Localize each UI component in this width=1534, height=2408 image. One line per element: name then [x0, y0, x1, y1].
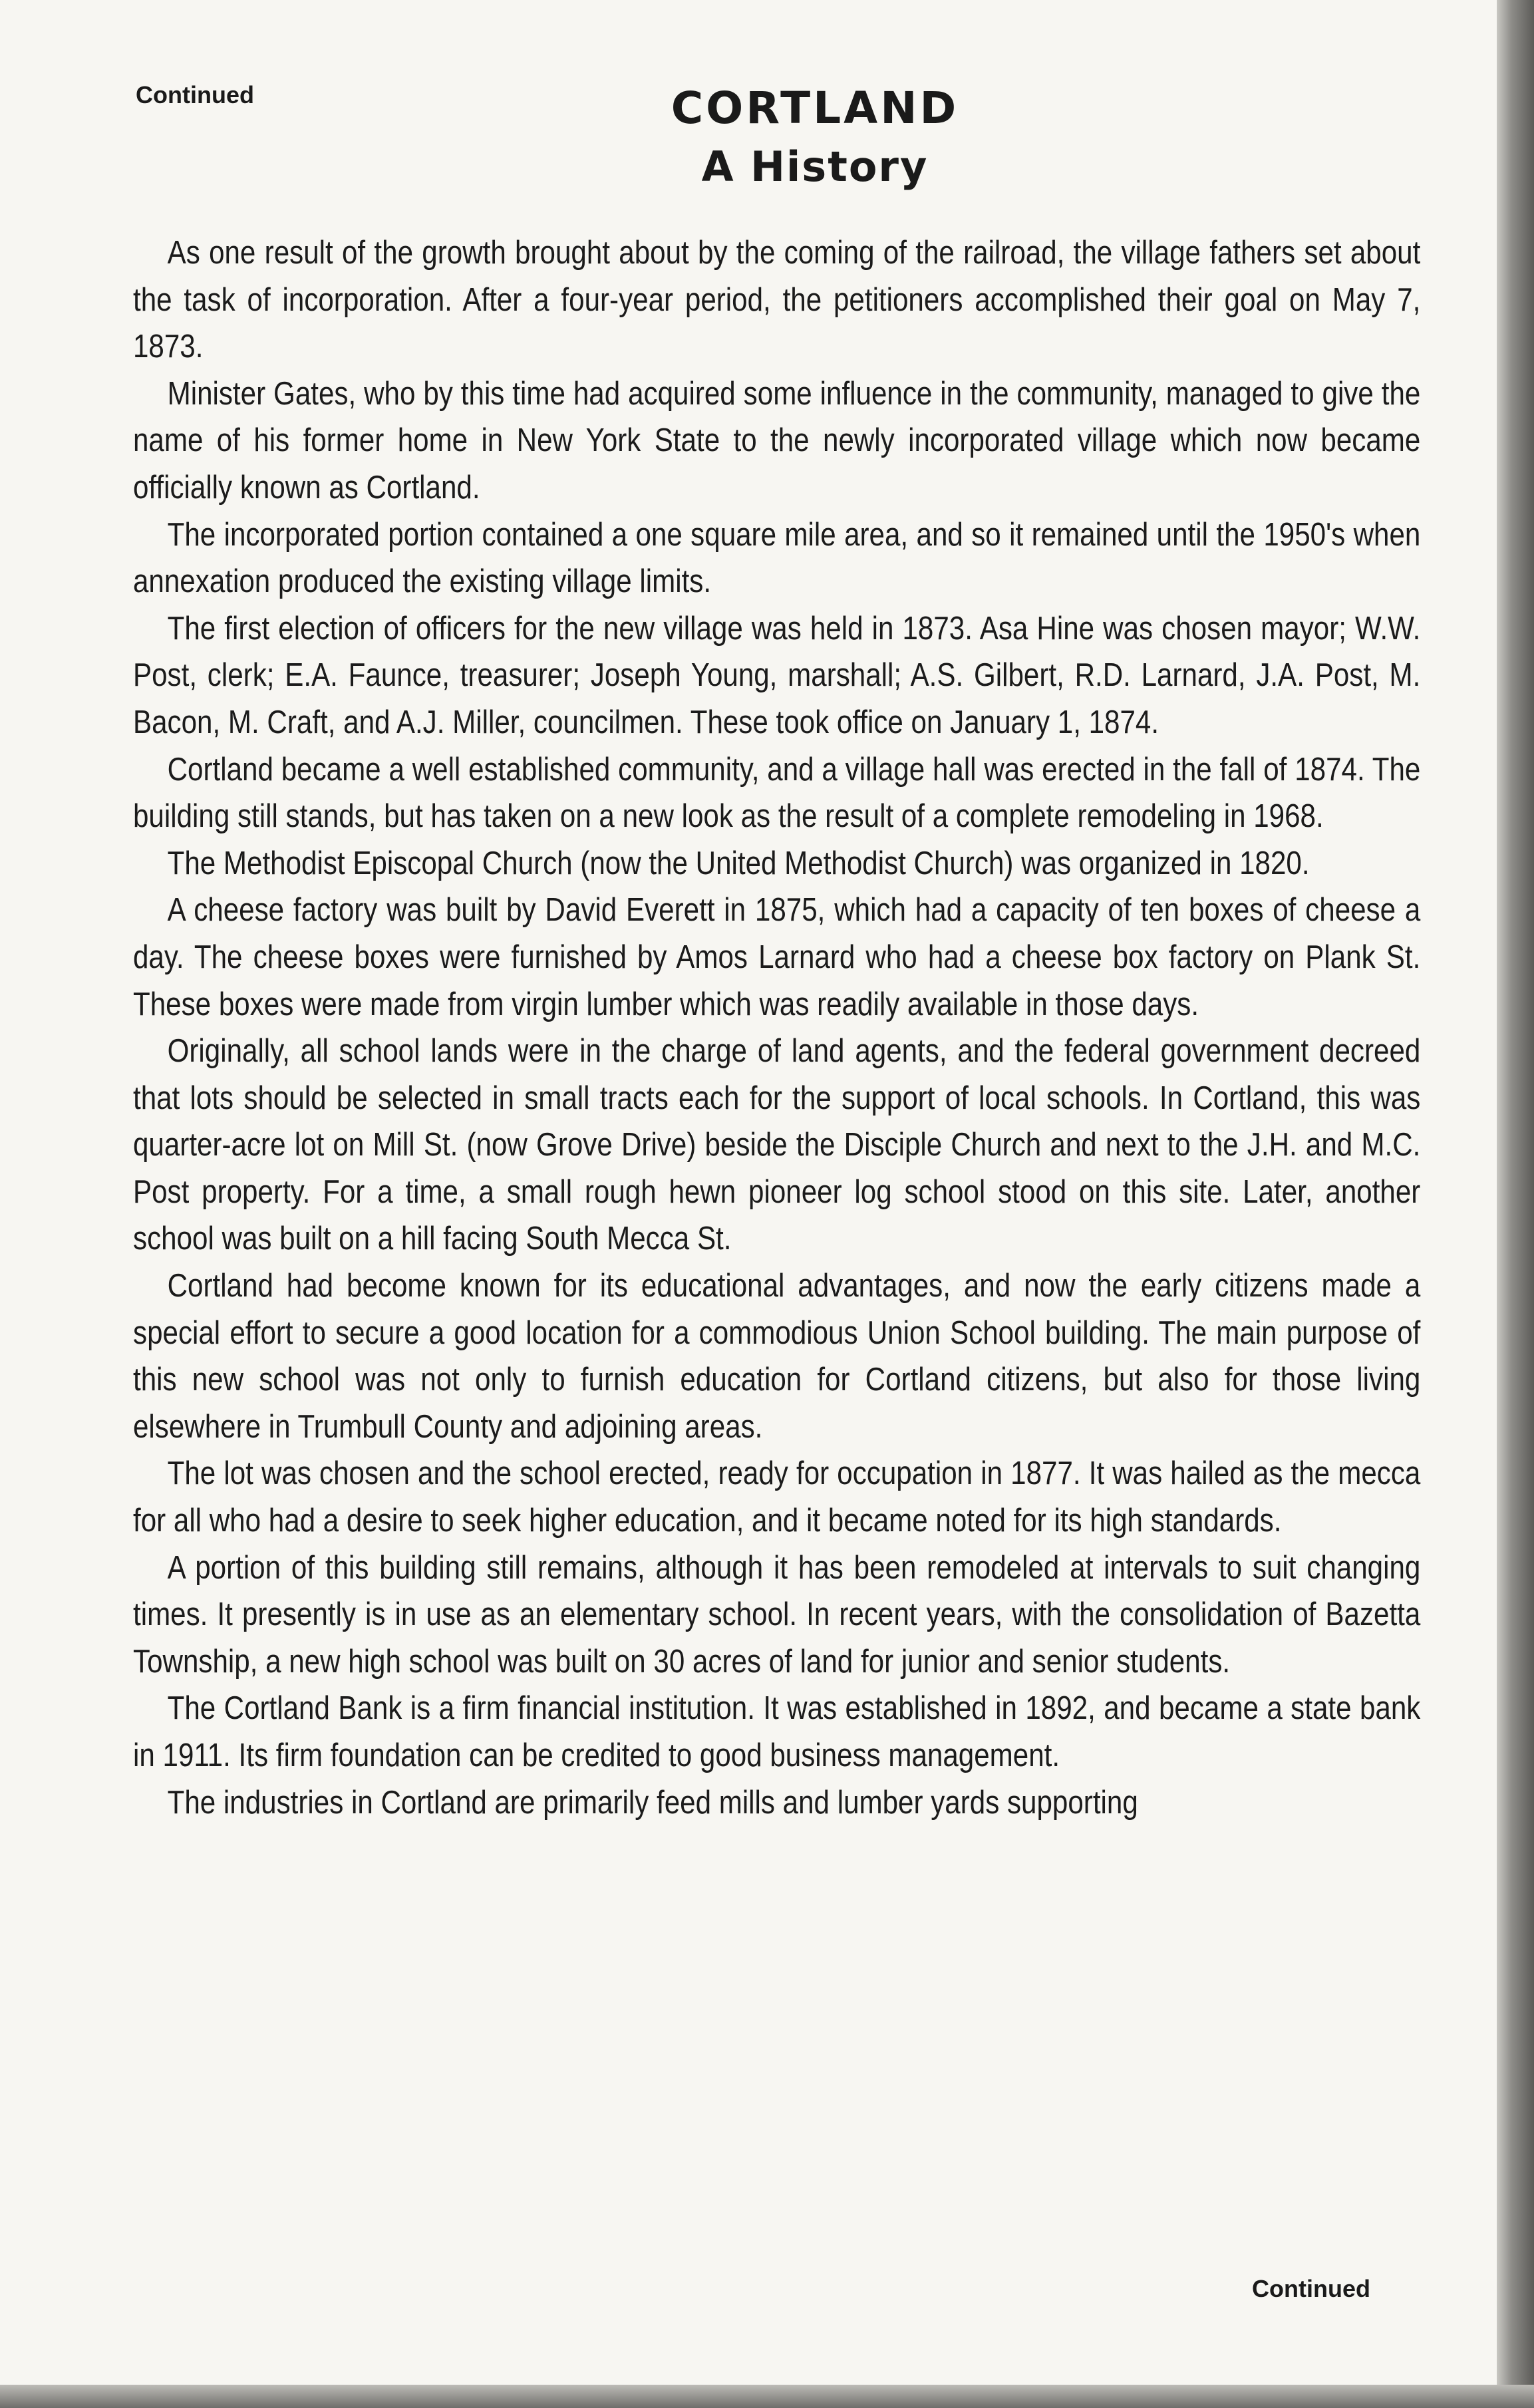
continued-label-top: Continued	[136, 81, 254, 108]
paragraph: The first election of officers for the new village was held in 1873. Asa Hine was chosen mayor; W.W. Post, clerk; E.A. Faunce, treasurer; Joseph Young, marshall; A.S. Gilbert, R.D. Larnard, J.A. Post, M. Bacon, M. Craft, and A.J. Miller, councilmen. These took office on January 1, 1874.	[133, 610, 1421, 740]
paragraph: The industries in Cortland are primarily feed mills and lumber yards supporting	[167, 1784, 1138, 1821]
paragraph: Originally, all school lands were in the charge of land agents, and the federal government decreed that lots should be selected in small tracts each for the support of local schools. In Cortland, this was quarter-acre lot on Mill St. (now Grove Drive) beside the Disciple Church and next to the J.H. and M.C. Post property. For a time, a small rough hewn pioneer log school stood on this site. Later, another school was built on a hill facing South Mecca St.	[133, 1033, 1421, 1257]
paragraph: The Methodist Episcopal Church (now the United Methodist Church) was organized in 1820.	[167, 845, 1310, 881]
paragraph: A portion of this building still remains, although it has been remodeled at intervals to suit changing times. It presently is in use as an elementary school. In recent years, with the consolidation of Bazetta Township, a new high school was built on 30 acres of land for junior and senior students.	[133, 1549, 1421, 1680]
paragraph: The Cortland Bank is a firm financial institution. It was established in 1892, and became a state bank in 1911. Its firm foundation can be credited to good business management.	[133, 1690, 1421, 1773]
continued-label-bottom: Continued	[1252, 2275, 1370, 2302]
paragraph: The incorporated portion contained a one square mile area, and so it remained until the 1950's when annexation produced the existing village limits.	[133, 516, 1421, 600]
paragraph: As one result of the growth brought about by the coming of the railroad, the village fathers set about the task of incorporation. After a four-year period, the petitioners accomplished their goal on May 7, 1873.	[133, 235, 1421, 365]
paragraph: The lot was chosen and the school erected, ready for occupation in 1877. It was hailed as the mecca for all who had a desire to seek higher education, and it became noted for its high standards.	[133, 1455, 1421, 1539]
binder-edge-bottom	[0, 2385, 1534, 2408]
paragraph: A cheese factory was built by David Everett in 1875, which had a capacity of ten boxes of cheese a day. The cheese boxes were furnished by Amos Larnard who had a cheese box factory on Plank St. These boxes were made from virgin lumber which was readily available in those days.	[133, 892, 1421, 1022]
page-title: CORTLAND	[671, 82, 959, 134]
article-body	[133, 229, 1420, 1826]
title-block	[466, 78, 1164, 196]
paragraph: Cortland became a well established community, and a village hall was erected in the fall of 1874. The building still stands, but has taken on a new look as the result of a complete remodeling in 1968.	[133, 751, 1421, 835]
binder-edge-right	[1497, 0, 1534, 2408]
page-subtitle: A History	[701, 142, 929, 191]
paragraph: Minister Gates, who by this time had acquired some influence in the community, managed to give the name of his former home in New York State to the newly incorporated village which now became officially known as Cortland.	[133, 375, 1421, 506]
paragraph: Cortland had become known for its educational advantages, and now the early citizens made a special effort to secure a good location for a commodious Union School building. The main purpose of this new school was not only to furnish education for Cortland citizens, but also for those living elsewhere in Trumbull County and adjoining areas.	[133, 1268, 1421, 1445]
